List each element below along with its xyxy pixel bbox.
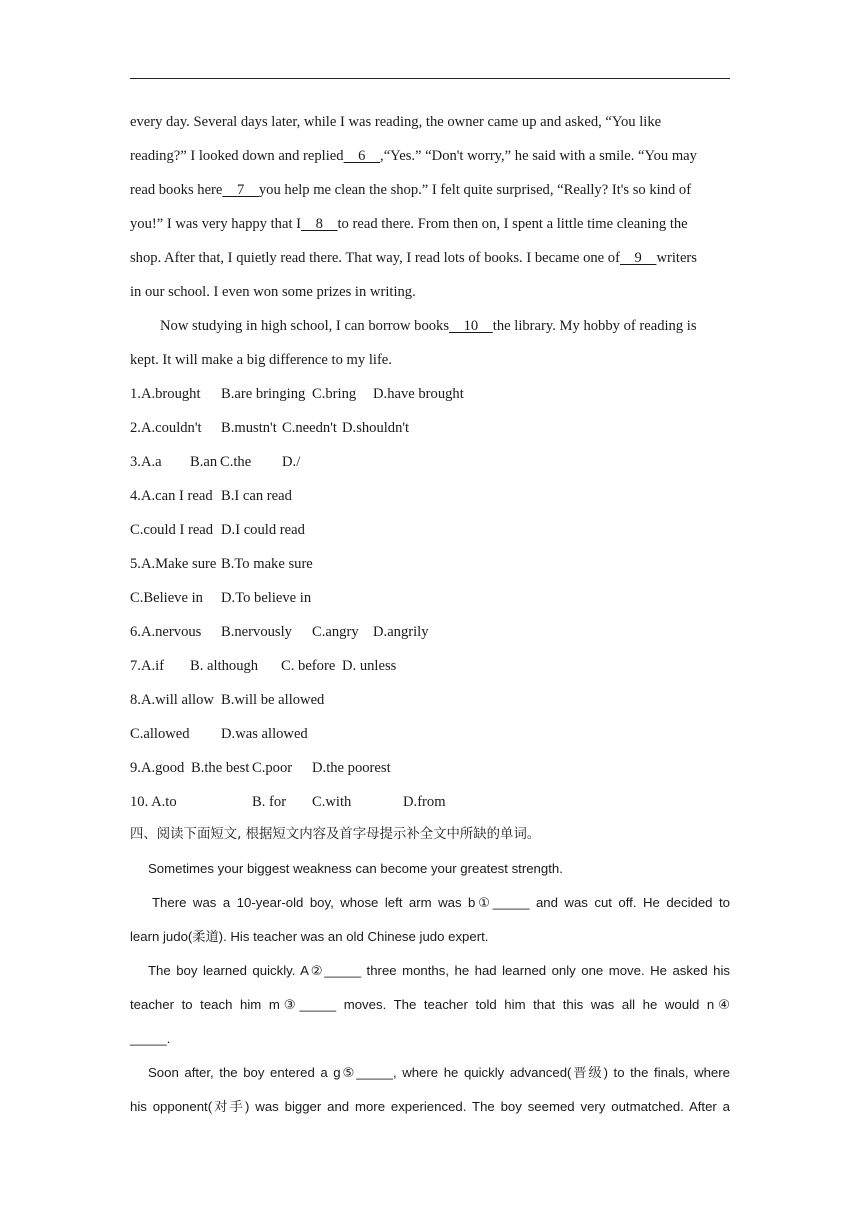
blank-9: 9 <box>619 250 657 266</box>
question-8-options-row2 <box>130 725 730 743</box>
option-4d: D.I could read <box>221 522 305 538</box>
blank-6: 6 <box>343 148 381 164</box>
option-9d: D.the poorest <box>312 760 391 776</box>
section-4-paragraph-3-line-2: teacher to teach him m③_____ moves. The teacher told him that this was all he would n④ <box>130 997 730 1012</box>
passage-text: the library. My hobby of reading is <box>492 318 697 334</box>
option-1c: C.bring <box>312 386 357 402</box>
option-8a: 8.A.will allow <box>130 692 214 708</box>
passage-line-4 <box>130 215 730 233</box>
option-3d: D./ <box>282 454 301 470</box>
option-3c: C.the <box>220 454 252 470</box>
passage-line-7 <box>160 317 760 335</box>
option-6b: B.nervously <box>221 624 292 640</box>
section-4-paragraph-2-line-1 <box>130 894 730 912</box>
passage-text: shop. After that, I quietly read there. That way, I read lots of books. I became one of <box>130 250 620 266</box>
option-2b: B.mustn't <box>221 420 277 436</box>
option-1b: B.are bringing <box>221 386 306 402</box>
section-4-paragraph-3-line-1: The boy learned quickly. A②_____ three months, he had learned only one move. He asked his <box>148 963 730 978</box>
option-10c: C.with <box>312 794 352 810</box>
passage-text: Now studying in high school, I can borrow books <box>160 318 450 334</box>
option-6c: C.angry <box>312 624 359 640</box>
blank-7: 7 <box>222 182 259 198</box>
option-4b: B.I can read <box>221 488 292 504</box>
question-7-options <box>130 657 730 675</box>
option-7d: D. unless <box>342 658 397 674</box>
passage-line-1 <box>130 113 730 131</box>
option-9c: C.poor <box>252 760 293 776</box>
section-4-paragraph-4-line-1: Soon after, the boy entered a g⑤_____, where he quickly advanced(晋级) to the finals, where <box>148 1065 730 1080</box>
option-3a: 3.A.a <box>130 454 162 470</box>
question-5-options-row2 <box>130 589 730 607</box>
question-10-options <box>130 793 730 811</box>
option-1d: D.have brought <box>373 386 464 402</box>
option-2d: D.shouldn't <box>342 420 410 436</box>
question-6-options <box>130 623 730 641</box>
question-5-options-row1 <box>130 555 730 573</box>
option-1a: 1.A.brought <box>130 386 201 402</box>
question-4-options-row1 <box>130 487 730 505</box>
section-4-paragraph-4-line-2: his opponent(对手) was bigger and more experienced. The boy seemed very outmatched. After a <box>130 1099 730 1114</box>
passage-text: read books here <box>130 182 223 198</box>
question-4-options-row2 <box>130 521 730 539</box>
passage-line-6 <box>130 283 730 301</box>
paragraph-text: There was a 10-year-old boy, whose left arm was b①_____ and was cut off. He decided to <box>152 895 730 910</box>
option-8b: B.will be allowed <box>221 692 325 708</box>
option-7a: 7.A.if <box>130 658 165 674</box>
question-9-options <box>130 759 730 777</box>
option-7c: C. before <box>281 658 336 674</box>
option-5c: C.Believe in <box>130 590 203 606</box>
passage-text: you help me clean the shop.” I felt quite surprised, “Really? It's so kind of <box>258 182 692 198</box>
blank-10: 10 <box>449 318 493 334</box>
option-4a: 4.A.can I read <box>130 488 213 504</box>
question-3-options <box>130 453 730 471</box>
option-10b: B. for <box>252 794 287 810</box>
option-6d: D.angrily <box>373 624 429 640</box>
header-rule <box>130 78 730 79</box>
passage-text: writers <box>656 250 697 266</box>
option-4c: C.could I read <box>130 522 214 538</box>
section-4-paragraph-1: Sometimes your biggest weakness can become your greatest strength. <box>148 861 563 876</box>
option-3b: B.an <box>190 454 218 470</box>
option-2a: 2.A.couldn't <box>130 420 202 436</box>
question-1-options <box>130 385 730 403</box>
option-8d: D.was allowed <box>221 726 308 742</box>
passage-text: you!” I was very happy that I <box>130 216 302 232</box>
option-10a: 10. A.to <box>130 794 177 810</box>
option-6a: 6.A.nervous <box>130 624 202 640</box>
passage-text: every day. Several days later, while I was reading, the owner came up and asked, “You like <box>130 114 662 130</box>
passage-text: in our school. I even won some prizes in writing. <box>130 284 416 300</box>
passage-line-8 <box>130 351 730 369</box>
passage-line-3 <box>130 181 730 199</box>
option-9a: 9.A.good <box>130 760 185 776</box>
option-7b: B. although <box>190 658 259 674</box>
option-8c: C.allowed <box>130 726 190 742</box>
question-2-options <box>130 419 730 437</box>
section-4-paragraph-2-line-2: learn judo(柔道). His teacher was an old Chinese judo expert. <box>130 929 489 944</box>
passage-line-2 <box>130 147 730 165</box>
option-10d: D.from <box>403 794 446 810</box>
option-5d: D.To believe in <box>221 590 312 606</box>
passage-line-5 <box>130 249 730 267</box>
blank-8: 8 <box>301 216 338 232</box>
passage-text: reading?” I looked down and replied <box>130 148 344 164</box>
section-4-heading: 四、阅读下面短文, 根据短文内容及首字母提示补全文中所缺的单词。 <box>130 827 541 842</box>
question-8-options-row1 <box>130 691 730 709</box>
passage-text: ,“Yes.” “Don't worry,” he said with a smile. “You may <box>380 148 697 164</box>
option-9b: B.the best <box>191 760 250 776</box>
passage-text: kept. It will make a big difference to my life. <box>130 352 392 368</box>
passage-text: to read there. From then on, I spent a little time cleaning the <box>337 216 688 232</box>
option-5a: 5.A.Make sure <box>130 556 217 572</box>
option-2c: C.needn't <box>282 420 337 436</box>
option-5b: B.To make sure <box>221 556 313 572</box>
section-4-paragraph-3-line-3: _____. <box>130 1031 171 1046</box>
